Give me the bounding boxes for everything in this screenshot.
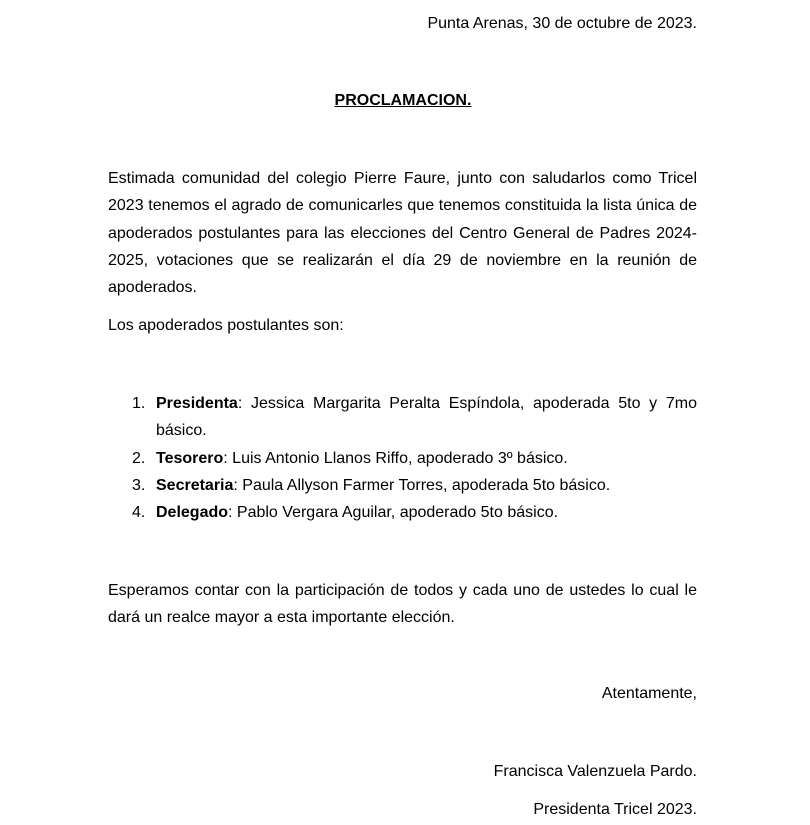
place-date: Punta Arenas, 30 de octubre de 2023. <box>427 15 697 32</box>
list-item <box>108 390 697 445</box>
list-item <box>108 499 697 526</box>
candidate-detail: : Jessica Margarita Peralta Espíndola, apoderada 5to y 7mo básico. <box>156 395 697 440</box>
candidate-role: Tesorero <box>156 449 224 467</box>
signer-title: Presidenta Tricel 2023. <box>533 801 697 818</box>
closing-paragraph: Esperamos contar con la participación de todos y cada uno de ustedes lo cual le dará un realce mayor a esta importante elección. <box>108 582 697 627</box>
candidate-role: Presidenta <box>156 395 238 412</box>
intro-paragraph: Estimada comunidad del colegio Pierre Faure, junto con saludarlos como Tricel 2023 tenemos el agrado de comunicarles que tenemos constituida la lista única de apoderados postulantes para las elecciones del Centro General de Padres 2024-2025, votaciones que se realizarán el día 29 de noviembre en la reunión de apoderados. <box>108 170 697 297</box>
list-number: 3. <box>132 476 146 494</box>
candidate-detail: : Paula Allyson Farmer Torres, apoderada 5to básico. <box>233 476 611 494</box>
document-title: PROCLAMACION. <box>334 92 472 109</box>
list-number: 2. <box>132 449 146 467</box>
list-number: 4. <box>132 504 146 522</box>
candidate-list <box>108 390 697 526</box>
list-item <box>108 445 697 472</box>
list-number: 1. <box>132 395 146 412</box>
candidate-role: Secretaria <box>156 476 234 494</box>
candidate-detail: : Pablo Vergara Aguilar, apoderado 5to básico. <box>228 504 559 522</box>
candidate-detail: : Luis Antonio Llanos Riffo, apoderado 3º básico. <box>223 449 568 467</box>
candidate-role: Delegado <box>156 504 229 522</box>
signer-name: Francisca Valenzuela Pardo. <box>493 763 697 780</box>
valediction: Atentamente, <box>601 685 697 702</box>
list-intro: Los apoderados postulantes son: <box>108 317 344 334</box>
list-item <box>108 472 697 499</box>
